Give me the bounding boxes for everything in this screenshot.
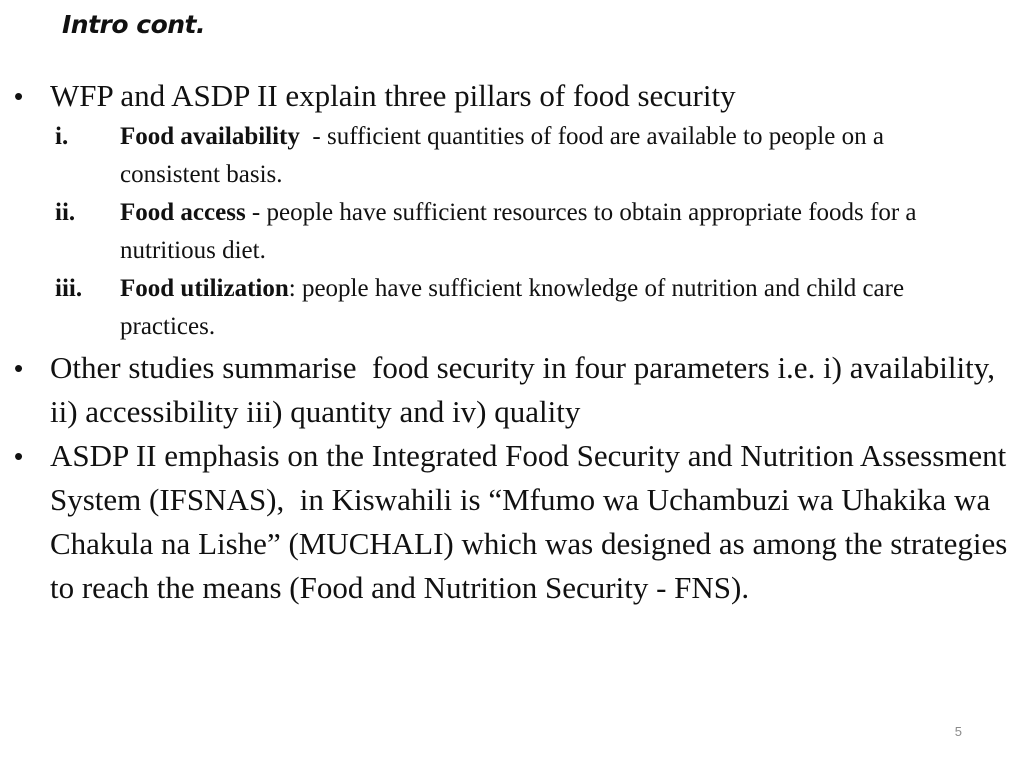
sub-item [0,118,1024,194]
sub-item-term: Food utilization [120,275,289,302]
sub-item-number: iii. [55,275,83,302]
page-number: 5 [954,724,962,739]
sub-list [0,118,1024,346]
sub-item-term: Food access [120,199,246,226]
bullet-dot-icon: • [14,81,24,111]
bullet-dot-icon: • [14,441,24,471]
sub-item-number: ii. [55,199,76,226]
slide-title: Intro cont. [62,10,205,39]
bullet-text: Other studies summarise food security in four parameters i.e. i) availability, ii) accessibility iii) quantity and iv) quality [50,350,1003,429]
slide-content [0,74,1024,610]
bullet-text: WFP and ASDP II explain three pillars of food security [50,78,736,113]
sub-item-number: i. [55,123,69,150]
sub-item-term: Food availability [120,123,300,150]
bullet-item [0,434,1024,610]
sub-item [0,270,1024,346]
sub-item [0,194,1024,270]
sub-item-text: : people have sufficient knowledge of nutrition and child care practices. [120,275,905,340]
bullet-item [0,74,1024,118]
sub-item-text: - sufficient quantities of food are available to people on a consistent basis. [120,123,891,188]
bullet-item [0,346,1024,434]
sub-item-text: - people have sufficient resources to obtain appropriate foods for a nutritious diet. [120,199,923,264]
bullet-dot-icon: • [14,353,24,383]
bullet-text: ASDP II emphasis on the Integrated Food Security and Nutrition Assessment System (IFSNAS), in Kiswahili is “Mfumo wa Uchambuzi wa Uhakika wa Chakula na Lishe” (MUCHALI) which was designed as among the strategies to reach the means (Food and Nutrition Security - FNS). [50,438,1016,605]
